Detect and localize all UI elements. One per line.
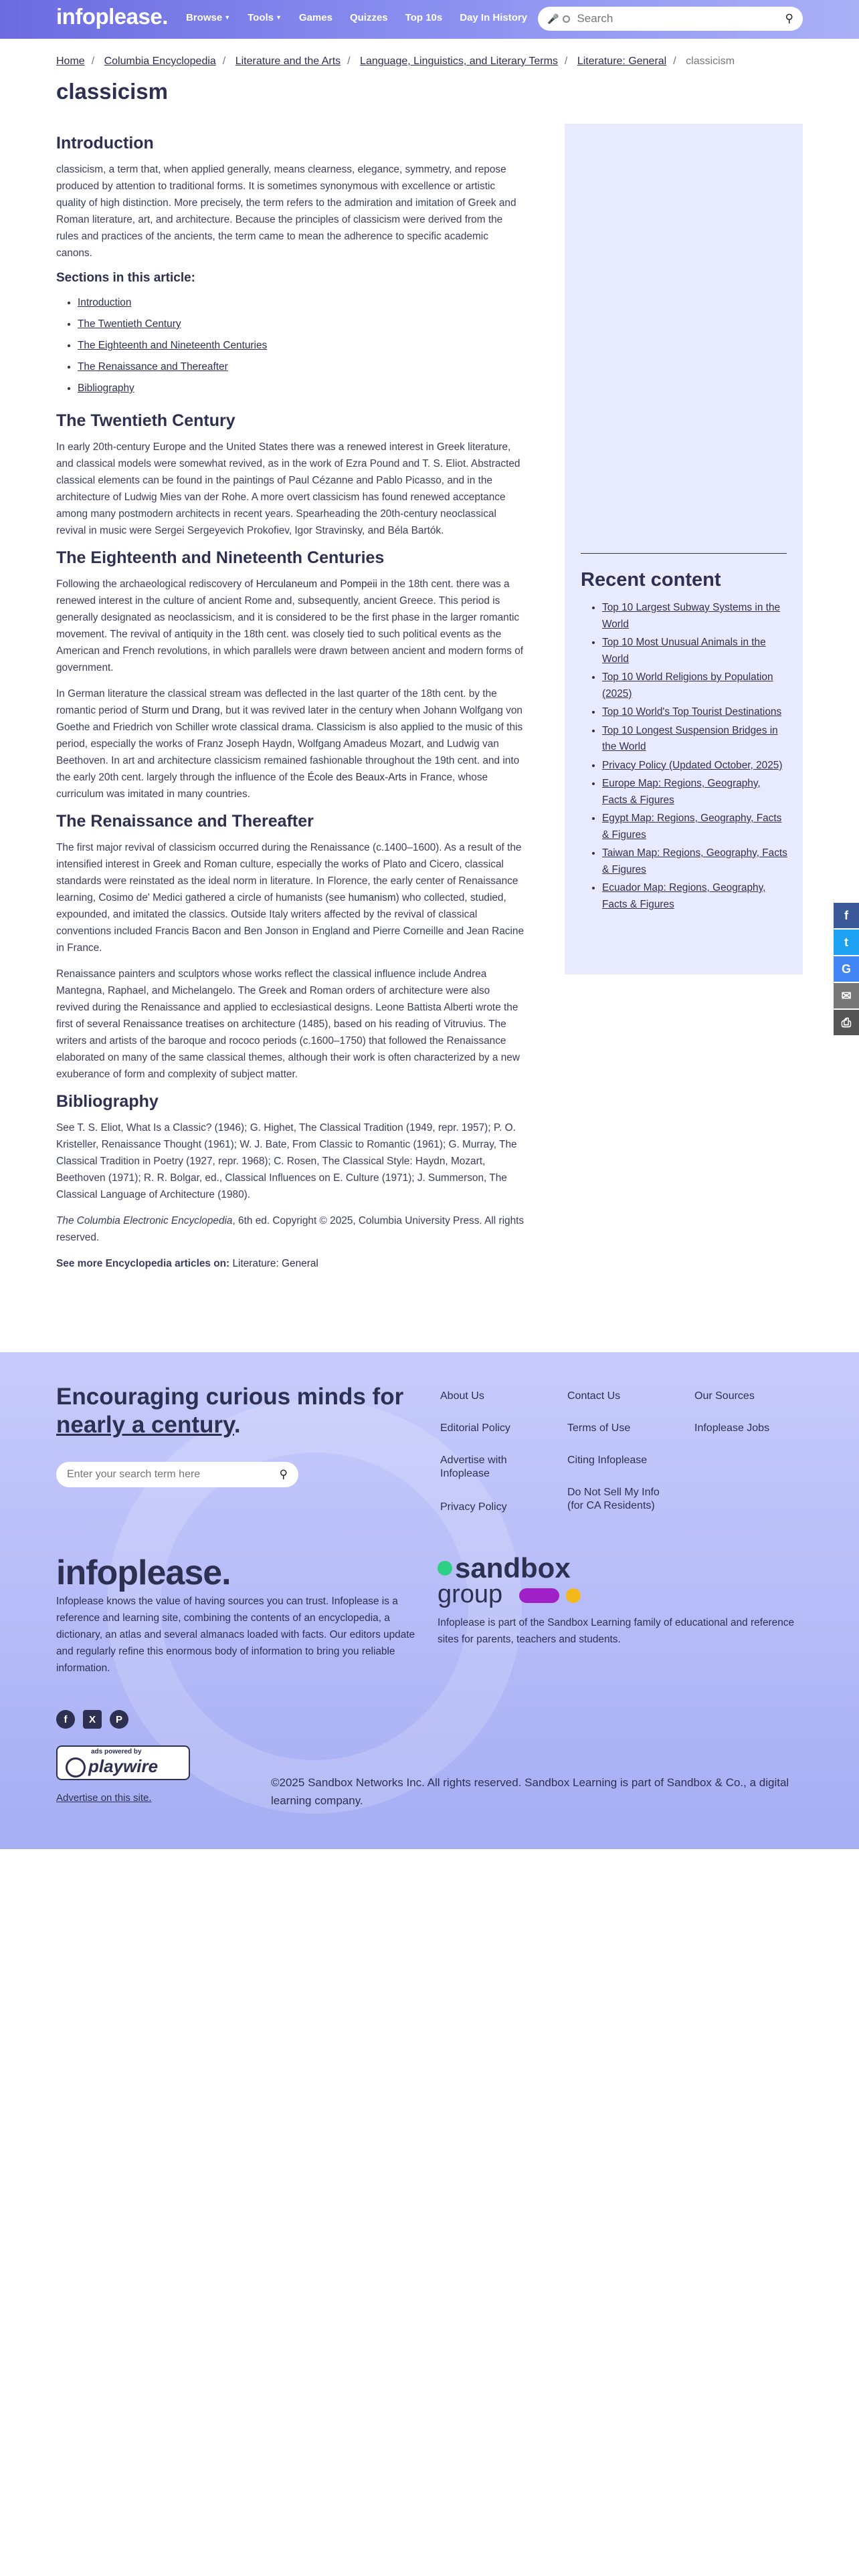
- century-link[interactable]: nearly a century: [56, 1412, 234, 1438]
- share-bar: [834, 903, 859, 1037]
- footer-privacy[interactable]: Privacy Policy: [440, 1501, 507, 1513]
- search-icon[interactable]: ⚲: [785, 12, 793, 25]
- microphone-icon[interactable]: 🎤: [547, 13, 559, 24]
- header-search: [538, 7, 803, 31]
- recent-item[interactable]: Top 10 World Religions by Population (2025): [602, 671, 773, 700]
- sandbox-group-logo[interactable]: sandbox group: [438, 1554, 611, 1608]
- footer-about-us[interactable]: About Us: [440, 1390, 484, 1402]
- intro-heading: Introduction: [56, 134, 154, 152]
- facebook-icon[interactable]: f: [56, 1710, 75, 1729]
- breadcrumb-literature-general[interactable]: Literature: General: [577, 56, 667, 67]
- recent-item[interactable]: Top 10 Longest Suspension Bridges in the World: [602, 724, 778, 752]
- eighteenth-paragraph-1: Following the archaeological rediscovery of Herculaneum and Pompeii in the 18th cent. there was a renewed interest in the culture of ancient Rome and, subsequently, ancient Greece. This period is generally designated as neoclassicism, and it is considered to be the first phase in the larger romantic movement. The revival of antiquity in the 18th cent. was closely tied to such political events as the American and French revolutions, in which parallels were drawn between ancient and modern forms of government.: [56, 578, 524, 673]
- search-icon[interactable]: ⚲: [279, 1468, 288, 1481]
- nav-top10s[interactable]: Top 10s: [405, 12, 443, 23]
- breadcrumb: Home / Columbia Encyclopedia / Literature and the Arts / Language, Linguistics, and Literary Terms / Literature: General / classicism: [56, 56, 735, 67]
- footer-advertise[interactable]: Advertise with Infoplease: [440, 1455, 507, 1479]
- chevron-down-icon: ▼: [276, 14, 282, 21]
- nav-browse[interactable]: Browse ▼: [186, 12, 231, 23]
- sidebar: [565, 124, 803, 974]
- infoplease-logo[interactable]: infoplease.: [56, 4, 168, 29]
- breadcrumb-current: classicism: [686, 56, 735, 67]
- footer-contact-us[interactable]: Contact Us: [567, 1390, 621, 1402]
- advertise-link[interactable]: Advertise on this site.: [56, 1792, 152, 1804]
- playwire-logo-icon: [66, 1757, 86, 1778]
- sections-heading: Sections in this article:: [56, 271, 195, 285]
- renaissance-heading: The Renaissance and Thereafter: [56, 812, 314, 831]
- recent-item[interactable]: Privacy Policy (Updated October, 2025): [602, 759, 783, 771]
- footer-our-sources[interactable]: Our Sources: [694, 1390, 755, 1402]
- toc-bibliography[interactable]: Bibliography: [78, 383, 134, 394]
- logo-pill-purple: [519, 1588, 559, 1603]
- pompeii-link[interactable]: Pompeii: [340, 578, 377, 590]
- social-links: [56, 1710, 128, 1729]
- eighteenth-nineteenth-heading: The Eighteenth and Nineteenth Centuries: [56, 548, 385, 567]
- email-icon[interactable]: ✉: [834, 983, 859, 1008]
- recent-content-heading: Recent content: [581, 569, 721, 591]
- breadcrumb-columbia[interactable]: Columbia Encyclopedia: [104, 56, 216, 67]
- logo-dot-yellow: [566, 1588, 581, 1603]
- recent-item[interactable]: Ecuador Map: Regions, Geography, Facts & Figures: [602, 882, 766, 910]
- loading-ring-icon: [563, 15, 570, 23]
- nav-day-in-history[interactable]: Day In History: [460, 12, 528, 23]
- sidebar-divider: [581, 553, 787, 554]
- footer-about-text: Infoplease knows the value of having sources you can trust. Infoplease is a reference and learning site, combining the contents of an encyclopedia, a dictionary, an atlas and several almanacs loaded with facts. Our editors update and regularly refine this enormous body of information to bring you reliable information.: [56, 1596, 415, 1674]
- eighteenth-paragraph-2: In German literature the classical stream was deflected in the last quarter of the 18th cent. by the romantic period of Sturm und Drang, but it was revived later in the century when Johann Wolfgang von Goethe and Friedrich von Schiller wrote classical drama. Classicism is also applied to the music of this period, especially the works of Franz Joseph Haydn, Wolfgang Amadeus Mozart, and Ludwig van Beethoven. In art and architecture classicism remained fashionable throughout the 19th cent. and into the early 20th cent. largely through the influence of the École des Beaux-Arts in France, whose curriculum was imitated in many countries.: [56, 688, 523, 800]
- sturm-und-drang-link[interactable]: Sturm und Drang: [141, 705, 220, 716]
- nav-quizzes[interactable]: Quizzes: [349, 12, 388, 23]
- x-twitter-icon[interactable]: X: [83, 1710, 102, 1729]
- google-icon[interactable]: G: [834, 956, 859, 982]
- print-icon[interactable]: ⎙: [834, 1010, 859, 1035]
- bibliography-heading: Bibliography: [56, 1092, 159, 1111]
- breadcrumb-language[interactable]: Language, Linguistics, and Literary Terms: [360, 56, 558, 67]
- footer-terms[interactable]: Terms of Use: [567, 1422, 631, 1434]
- footer: [0, 1352, 859, 1849]
- humanism-link[interactable]: humanism: [348, 892, 396, 903]
- footer-search: [56, 1462, 298, 1487]
- copyright-note: The Columbia Electronic Encyclopedia, 6th ed. Copyright © 2025, Columbia University Press. All rights reserved.: [56, 1215, 524, 1243]
- herculaneum-link[interactable]: Herculaneum: [256, 578, 318, 590]
- footer-citing[interactable]: Citing Infoplease: [567, 1455, 648, 1466]
- pinterest-icon[interactable]: P: [110, 1710, 128, 1729]
- twentieth-century-text: In early 20th-century Europe and the United States there was a renewed interest in Greek literature, and classical models were somewhat revived, as in the work of Ezra Pound and T. S. Eliot. Abstracted classical elements can be found in the paintings of Paul Cézanne and Pablo Picasso, and in the architecture of Ludwig Mies van der Rohe. A more overt classicism has found renewed acceptance among many postmodern architects in recent years. Spearheading the 20th-century neoclassical revival in music were Sergei Sergeyevich Prokofiev, Igor Stravinsky, and Béla Bartók.: [56, 441, 520, 536]
- top-navbar: [0, 0, 859, 39]
- footer-headline: Encouraging curious minds for nearly a century.: [56, 1384, 404, 1438]
- see-more-link[interactable]: Literature: General: [232, 1258, 318, 1269]
- recent-content-list: [581, 600, 788, 915]
- facebook-icon[interactable]: f: [834, 903, 859, 928]
- nav-tools[interactable]: Tools ▼: [248, 12, 282, 23]
- breadcrumb-literature-arts[interactable]: Literature and the Arts: [235, 56, 341, 67]
- footer-jobs[interactable]: Infoplease Jobs: [694, 1422, 770, 1434]
- see-more: See more Encyclopedia articles on: Literature: General: [56, 1258, 318, 1269]
- footer-do-not-sell[interactable]: Do Not Sell My Info (for CA Residents): [567, 1487, 660, 1511]
- toc-eighteenth-nineteenth[interactable]: The Eighteenth and Nineteenth Centuries: [78, 340, 268, 351]
- twentieth-century-heading: The Twentieth Century: [56, 411, 235, 430]
- chevron-down-icon: ▼: [224, 14, 231, 21]
- renaissance-paragraph-1: The first major revival of classicism occurred during the Renaissance (c.1400–1600). As a result of the intensified interest in Greek and Roman culture, especially the works of Plato and Cicero, classical standards were reinstated as the ideal norm in literature. In Florence, the early center of Renaissance learning, Cosimo de' Medici gathered a circle of humanists (see humanism) who collected, studied, expounded, and imitated the classics. Outside Italy writers affected by the revival of classical conventions included Francis Bacon and Ben Jonson in England and Pierre Corneille and Jean Racine in France.: [56, 842, 524, 954]
- toc-renaissance[interactable]: The Renaissance and Thereafter: [78, 361, 228, 372]
- bibliography-text: See T. S. Eliot, What Is a Classic? (1946); G. Highet, The Classical Tradition (1949, repr. 1957); P. O. Kristeller, Renaissance Thought (1961); W. J. Bate, From Classic to Romantic (1961); G. Murray, The Classical Tradition in Poetry (1927, repr. 1968); C. Rosen, The Classical Style: Haydn, Mozart, Beethoven (1971); R. R. Bolgar, ed., Classical Influences on E. Culture (1971); J. Summerson, The Classical Language of Architecture (1980).: [56, 1122, 517, 1200]
- intro-text: classicism, a term that, when applied generally, means clearness, elegance, symmetry, and repose produced by attention to traditional forms. It is sometimes synonymous with excellence or artistic quality of high distinction. More precisely, the term refers to the admiration and imitation of Greek and Roman literature, art, and architecture. Because the principles of classicism were derived from the rules and practices of the ancients, the term came to mean the adherence to specific academic canons.: [56, 164, 516, 259]
- recent-item[interactable]: Europe Map: Regions, Geography, Facts & Figures: [602, 778, 761, 806]
- toc-introduction[interactable]: Introduction: [78, 297, 132, 308]
- footer-infoplease-logo[interactable]: infoplease.: [56, 1553, 231, 1592]
- recent-item[interactable]: Top 10 World's Top Tourist Destinations: [602, 706, 782, 718]
- main-nav: [186, 12, 545, 23]
- playwire-badge[interactable]: ads powered by playwire: [56, 1745, 190, 1780]
- recent-item[interactable]: Taiwan Map: Regions, Geography, Facts & Figures: [602, 847, 787, 875]
- sandbox-text: Infoplease is part of the Sandbox Learning family of educational and reference sites for parents, teachers and students.: [438, 1617, 795, 1645]
- footer-editorial-policy[interactable]: Editorial Policy: [440, 1422, 510, 1434]
- footer-copyright: ©2025 Sandbox Networks Inc. All rights reserved. Sandbox Learning is part of Sandbox & Co., a digital learning company.: [271, 1776, 789, 1807]
- page-title: classicism: [56, 79, 168, 104]
- table-of-contents: [56, 292, 524, 399]
- footer-search-input[interactable]: [67, 1469, 280, 1481]
- search-input[interactable]: [577, 12, 785, 25]
- article: [56, 134, 524, 1281]
- breadcrumb-home[interactable]: Home: [56, 56, 85, 67]
- recent-item[interactable]: Egypt Map: Regions, Geography, Facts & Figures: [602, 813, 782, 841]
- recent-item[interactable]: Top 10 Most Unusual Animals in the World: [602, 637, 766, 665]
- renaissance-paragraph-2: Renaissance painters and sculptors whose works reflect the classical influence include Andrea Mantegna, Raphael, and Michelangelo. The Greek and Roman orders of architecture were also revived during the Renaissance and applied to ecclesiastical designs. Leone Battista Alberti wrote the first of several Renaissance treatises on architecture (1485), based on his reading of Vitruvius. The writers and artists of the baroque and rococo periods (c.1600–1750) that followed the Renaissance elaborated on many of the same classical themes, although their work is often characterized by a new exuberance of form and complexity of subject matter.: [56, 968, 520, 1080]
- logo-dot-green: [438, 1561, 452, 1576]
- recent-item[interactable]: Top 10 Largest Subway Systems in the World: [602, 602, 781, 630]
- twitter-icon[interactable]: t: [834, 930, 859, 955]
- ecole-beaux-arts-link[interactable]: École des Beaux-Arts: [307, 772, 407, 783]
- toc-twentieth-century[interactable]: The Twentieth Century: [78, 318, 181, 330]
- nav-games[interactable]: Games: [298, 12, 332, 23]
